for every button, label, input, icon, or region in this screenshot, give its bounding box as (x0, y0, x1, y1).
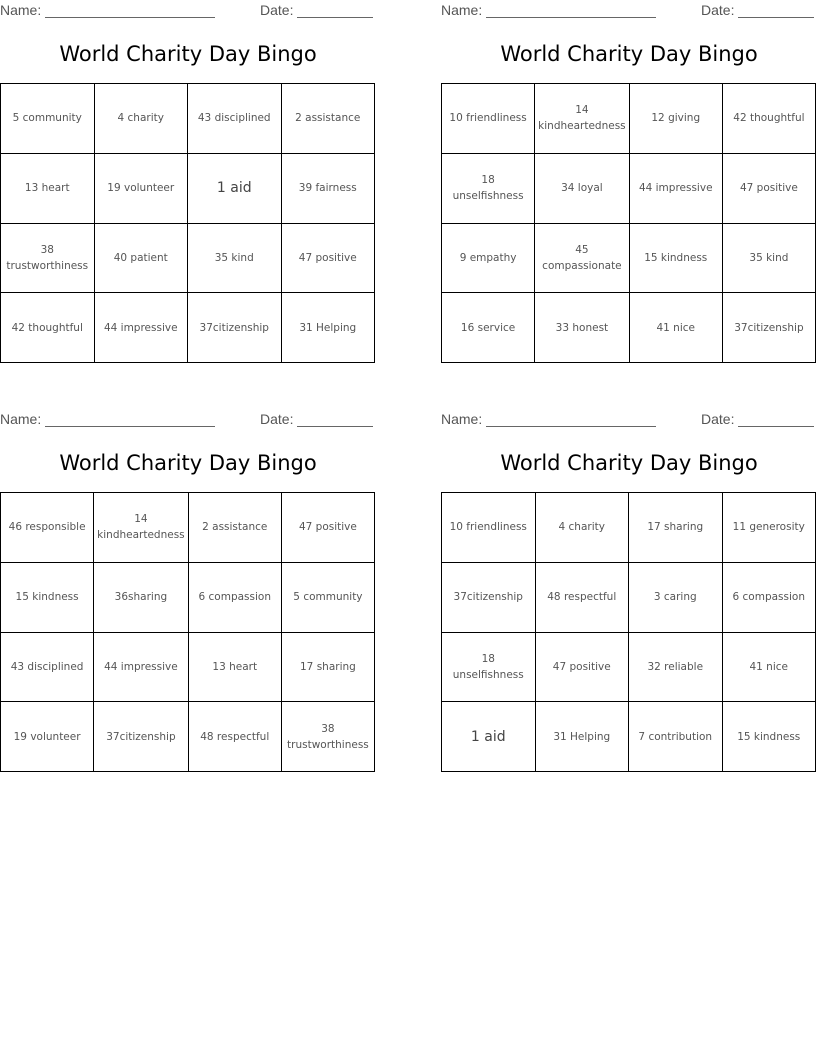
card-title: World Charity Day Bingo (59, 42, 317, 66)
bingo-cell: 10 friendliness (442, 84, 535, 154)
bingo-cell: 19 volunteer (95, 154, 189, 224)
bingo-cell: 44 impressive (630, 154, 723, 224)
bingo-cell: 39 fairness (282, 154, 376, 224)
date-label: Date: (260, 411, 294, 427)
bingo-cell: 41 nice (723, 633, 816, 703)
name-label: Name: (0, 411, 42, 427)
bingo-cell: 3 caring (629, 563, 723, 633)
name-blank-line (45, 412, 215, 427)
name-blank-line (45, 3, 215, 18)
bingo-cell: 12 giving (630, 84, 723, 154)
bingo-cell: 43 disciplined (188, 84, 282, 154)
name-label: Name: (441, 2, 483, 18)
bingo-grid (441, 492, 816, 772)
date-blank-line (297, 3, 373, 18)
bingo-cell: 1 aid (442, 702, 536, 772)
name-field (441, 411, 656, 427)
bingo-card-3 (0, 409, 376, 779)
bingo-cell: 42 thoughtful (723, 84, 816, 154)
date-field (260, 411, 373, 427)
name-blank-line (486, 3, 656, 18)
bingo-cell: 46 responsible (1, 493, 94, 563)
bingo-grid (0, 83, 375, 363)
bingo-cell: 5 community (282, 563, 375, 633)
bingo-cell: 44 impressive (94, 633, 188, 703)
date-blank-line (738, 412, 814, 427)
date-blank-line (297, 412, 373, 427)
bingo-cell: 37citizenship (723, 293, 816, 363)
bingo-cell: 35 kind (723, 224, 816, 294)
bingo-cell: 47 positive (282, 493, 375, 563)
bingo-cell: 18 unselfishness (442, 154, 535, 224)
bingo-cell: 11 generosity (723, 493, 816, 563)
bingo-cell: 47 positive (536, 633, 630, 703)
bingo-cell: 14 kindheartedness (94, 493, 188, 563)
name-field (0, 2, 215, 18)
bingo-cell: 37citizenship (188, 293, 282, 363)
bingo-cell: 36sharing (94, 563, 188, 633)
bingo-cell: 31 Helping (282, 293, 376, 363)
bingo-cell: 9 empathy (442, 224, 535, 294)
bingo-cell: 19 volunteer (1, 702, 94, 772)
date-blank-line (738, 3, 814, 18)
bingo-cell: 13 heart (189, 633, 282, 703)
bingo-cell: 43 disciplined (1, 633, 94, 703)
bingo-cell: 37citizenship (94, 702, 188, 772)
bingo-grid (441, 83, 816, 363)
bingo-cell: 33 honest (535, 293, 629, 363)
bingo-cell: 6 compassion (189, 563, 282, 633)
bingo-cell: 32 reliable (629, 633, 723, 703)
bingo-card-4 (441, 409, 816, 779)
bingo-cell: 13 heart (1, 154, 95, 224)
bingo-cell: 15 kindness (1, 563, 94, 633)
bingo-cell: 38 trustworthiness (1, 224, 95, 294)
bingo-cell: 1 aid (188, 154, 282, 224)
name-date-line (441, 409, 816, 429)
bingo-cell: 17 sharing (629, 493, 723, 563)
date-label: Date: (701, 411, 735, 427)
bingo-cell: 15 kindness (723, 702, 816, 772)
date-field (701, 411, 814, 427)
bingo-cell: 17 sharing (282, 633, 375, 703)
bingo-cell: 16 service (442, 293, 535, 363)
card-title: World Charity Day Bingo (500, 42, 758, 66)
name-date-line (0, 0, 376, 20)
bingo-cell: 47 positive (282, 224, 376, 294)
bingo-cell: 31 Helping (536, 702, 630, 772)
bingo-cell: 15 kindness (630, 224, 723, 294)
name-date-line (0, 409, 376, 429)
bingo-cell: 5 community (1, 84, 95, 154)
bingo-cell: 45 compassionate (535, 224, 629, 294)
date-field (260, 2, 373, 18)
bingo-cell: 40 patient (95, 224, 189, 294)
bingo-cell: 6 compassion (723, 563, 816, 633)
bingo-cell: 48 respectful (189, 702, 282, 772)
bingo-card-1 (0, 0, 376, 370)
bingo-grid (0, 492, 375, 772)
bingo-cell: 42 thoughtful (1, 293, 95, 363)
bingo-cell: 4 charity (95, 84, 189, 154)
card-title: World Charity Day Bingo (500, 451, 758, 475)
name-date-line (441, 0, 816, 20)
name-field (441, 2, 656, 18)
bingo-cell: 34 loyal (535, 154, 629, 224)
bingo-cell: 18 unselfishness (442, 633, 536, 703)
card-title: World Charity Day Bingo (59, 451, 317, 475)
date-field (701, 2, 814, 18)
bingo-cell: 2 assistance (282, 84, 376, 154)
name-label: Name: (441, 411, 483, 427)
bingo-cell: 2 assistance (189, 493, 282, 563)
date-label: Date: (260, 2, 294, 18)
bingo-cell: 37citizenship (442, 563, 536, 633)
name-field (0, 411, 215, 427)
name-blank-line (486, 412, 656, 427)
bingo-cell: 7 contribution (629, 702, 723, 772)
bingo-cell: 38 trustworthiness (282, 702, 375, 772)
bingo-cell: 48 respectful (536, 563, 630, 633)
bingo-card-2 (441, 0, 816, 370)
bingo-cell: 14 kindheartedness (535, 84, 629, 154)
name-label: Name: (0, 2, 42, 18)
date-label: Date: (701, 2, 735, 18)
bingo-cell: 47 positive (723, 154, 816, 224)
bingo-cell: 35 kind (188, 224, 282, 294)
bingo-cell: 4 charity (536, 493, 630, 563)
bingo-cell: 41 nice (630, 293, 723, 363)
bingo-cell: 10 friendliness (442, 493, 536, 563)
bingo-cell: 44 impressive (95, 293, 189, 363)
